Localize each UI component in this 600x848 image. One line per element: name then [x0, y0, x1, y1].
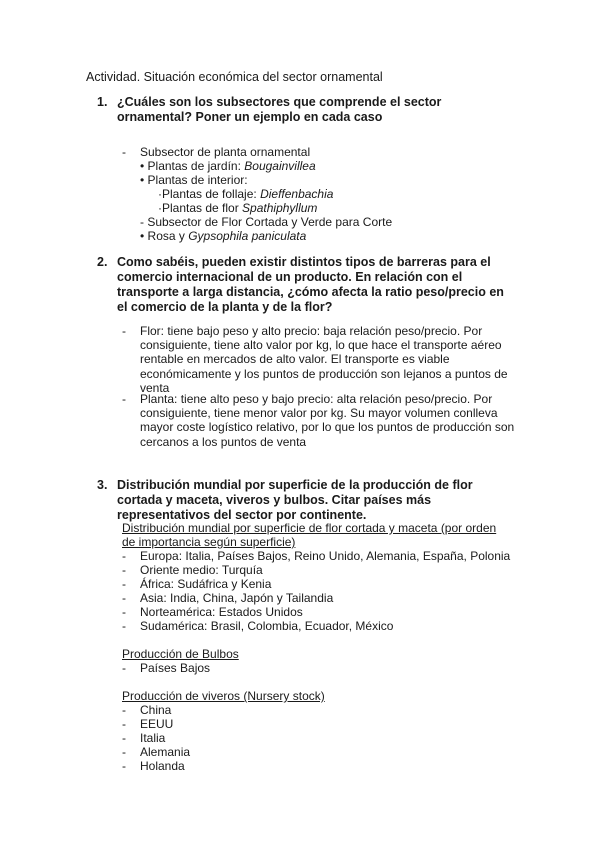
question-3: [97, 478, 517, 523]
plantas-jardin: [140, 159, 316, 173]
list-dash: -: [122, 392, 126, 406]
subsector-planta: Subsector de planta ornamental: [140, 145, 311, 159]
question-2: [97, 255, 517, 315]
list-dash: -: [122, 619, 126, 633]
plantas-interior: • Plantas de interior:: [140, 173, 248, 187]
list-dash: -: [122, 605, 126, 619]
list-dash: -: [122, 703, 126, 717]
bulbos-item: Países Bajos: [140, 661, 211, 675]
viveros-heading: Producción de viveros (Nursery stock): [122, 689, 325, 703]
list-dash: -: [122, 563, 126, 577]
list-dash: -: [122, 145, 126, 159]
list-dash: -: [122, 591, 126, 605]
question-1: [97, 95, 517, 125]
dist-heading-line-2: de importancia según superficie): [122, 535, 296, 549]
item-label: ·Plantas de flor: [158, 201, 243, 215]
answer-planta: Planta: tiene alto peso y bajo precio: alta relación peso/precio. Por consiguiente, tiene menor valor por kg. Su mayor volumen conlleva mayor coste logístico relativo, por lo que los puntos de producción son cercanos a los puntos de venta: [140, 392, 515, 449]
viveros-item: Holanda: [140, 759, 185, 773]
question-number: 3.: [97, 478, 108, 492]
list-dash: -: [122, 549, 126, 563]
list-dash: -: [122, 759, 126, 773]
list-dash: -: [122, 324, 126, 338]
viveros-item: EEUU: [140, 717, 174, 731]
plantas-follaje: [158, 187, 333, 201]
dist-item: Oriente medio: Turquía: [140, 563, 263, 577]
viveros-item: Alemania: [140, 745, 191, 759]
question-number: 2.: [97, 255, 108, 269]
document-title: Actividad. Situación económica del sector ornamental: [86, 70, 383, 84]
species-name: Spathiphyllum: [242, 201, 318, 215]
dist-item: Europa: Italia, Países Bajos, Reino Unido, Alemania, España, Polonia: [140, 549, 511, 563]
plantas-flor: [158, 201, 317, 215]
bulbos-heading: Producción de Bulbos: [122, 647, 239, 661]
species-name: Bougainvillea: [244, 159, 316, 173]
question-text: ¿Cuáles son los subsectores que comprende el sector ornamental? Poner un ejemplo en cada caso: [117, 95, 442, 124]
question-text: Distribución mundial por superficie de la producción de flor cortada y maceta, viveros y bulbos. Citar países más representativos del sector por continente.: [117, 478, 473, 522]
list-dash: -: [122, 661, 126, 675]
answer-flor: Flor: tiene bajo peso y alto precio: baja relación peso/precio. Por consiguiente, tiene alto valor por kg, lo que hace el transporte aéreo rentable en mercados de alto valor. El transporte es viable económicamente y los puntos de producción son lejanos a puntos de venta: [140, 324, 508, 395]
species-name: Gypsophila paniculata: [188, 229, 307, 243]
item-label: • Plantas de jardín:: [140, 159, 245, 173]
question-number: 1.: [97, 95, 108, 109]
rosa-gypsophila: [140, 229, 306, 243]
dist-item: Asia: India, China, Japón y Tailandia: [140, 591, 334, 605]
list-dash: -: [122, 577, 126, 591]
list-dash: -: [122, 745, 126, 759]
dist-item: África: Sudáfrica y Kenia: [140, 577, 272, 591]
viveros-item: China: [140, 703, 172, 717]
question-text: Como sabéis, pueden existir distintos tipos de barreras para el comercio internacional de un producto. En relación con el transporte a larga distancia, ¿cómo afecta la ratio peso/precio en el comercio de la planta y de la flor?: [117, 255, 504, 314]
dist-heading-line-1: Distribución mundial por superficie de flor cortada y maceta (por orden: [122, 521, 497, 535]
item-label: • Rosa y: [140, 229, 189, 243]
viveros-item: Italia: [140, 731, 166, 745]
list-dash: -: [122, 717, 126, 731]
subsector-flor-cortada: - Subsector de Flor Cortada y Verde para Corte: [140, 215, 393, 229]
list-dash: -: [122, 731, 126, 745]
dist-item: Norteamérica: Estados Unidos: [140, 605, 303, 619]
dist-item: Sudamérica: Brasil, Colombia, Ecuador, México: [140, 619, 394, 633]
species-name: Dieffenbachia: [260, 187, 334, 201]
item-label: ·Plantas de follaje:: [158, 187, 261, 201]
